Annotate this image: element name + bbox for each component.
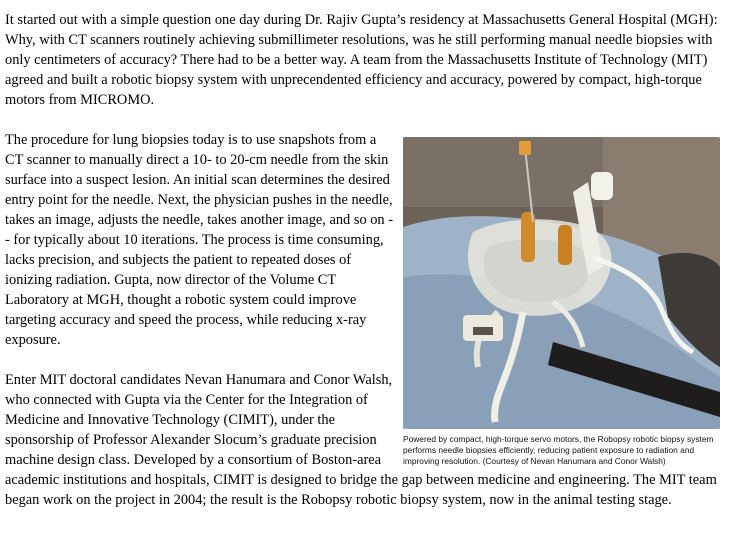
- paragraph-intro: It started out with a simple question one day during Dr. Rajiv Gupta’s residency at Massachusetts General Hospital (MGH): Why, with CT scanners routinely achieving submillimeter resolutions, was he still performing manual needle biopsies with only centimeters of accuracy? There had to be a better way. A team from the Massachusetts Institute of Technology (MIT) agreed and built a robotic biopsy system with unprecendented efficiency and accuracy, powered by compact, high-torque motors from MICROMO.: [5, 12, 718, 108]
- paragraph-team: Enter MIT doctoral candidates Nevan Hanumara and Conor Walsh, who connected with Gupta via the Center for the Integration of Medicine and Innovative Technology (CIMIT), under the sponsorship of Professor Alexander Slocum’s graduate precision machine design class. Developed by a consortium of Boston-area academic institutions and hospitals, CIMIT is designed to bridge the gap between medicine and engineering. The MIT team began work on the project in 2004; the result is the Robopsy robotic biopsy system, now in the animal testing stage.: [5, 372, 717, 508]
- paragraph-procedure: The procedure for lung biopsies today is to use snapshots from a CT scanner to manually direct a 10- to 20-cm needle from the skin surface into a suspect lesion. An initial scan determines the desired entry point for the needle. Next, the physician pushes in the needle, takes an image, adjusts the needle, takes another image, and so on -- for typically about 10 iterations. The process is time consuming, lacks precision, and subjects the patient to repeated doses of ionizing radiation. Gupta, now director of the Volume CT Laboratory at MGH, thought a robotic system could improve targeting accuracy and speed the process, while reducing x-ray exposure.: [5, 132, 394, 348]
- robopsy-photo: [403, 137, 720, 429]
- article: [5, 10, 730, 510]
- figure: [403, 137, 730, 467]
- figure-caption: Powered by compact, high-torque servo motors, the Robopsy robotic biopsy system performs needle biopsies efficiently, reducing patient exposure to radiation and improving resolution. (Courtesy of Nevan Hanumara and Conor Walsh): [403, 434, 714, 466]
